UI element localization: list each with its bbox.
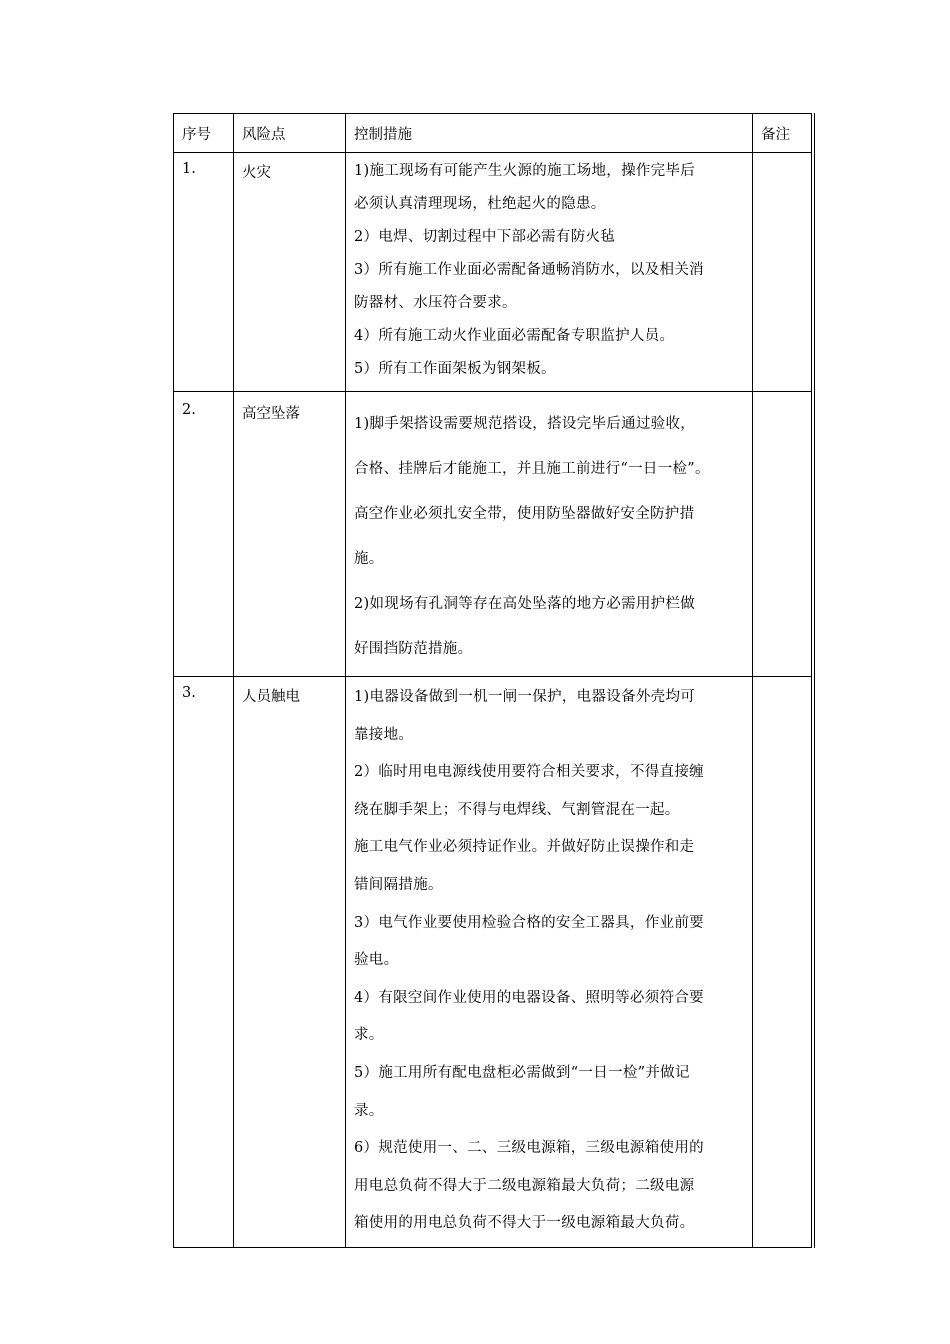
measure-line: 好围挡防范措施。 (354, 641, 473, 657)
header-note: 备注 (753, 114, 813, 153)
table-header-row (174, 114, 813, 153)
row-note (753, 153, 813, 392)
table-row (174, 392, 813, 677)
measure-line: 1)电器设备做到一机一闸一保护，电器设备外壳均可 (354, 689, 696, 705)
measure-line: 验电。 (354, 952, 399, 969)
row-number: 3. (174, 677, 234, 1248)
row-note (753, 392, 813, 677)
measure-line: 2)如现场有孔洞等存在高处坠落的地方必需用护栏做 (354, 596, 696, 612)
row-risk: 火灾 (234, 153, 346, 392)
measure-line: 4）所有施工动火作业面必需配备专职监护人员。 (354, 328, 675, 344)
measure-line: 2）临时用电电源线使用要符合相关要求，不得直接缠 (354, 764, 704, 781)
measure-line: 求。 (354, 1027, 384, 1044)
row-control-measures (346, 392, 753, 677)
measure-line: 用电总负荷不得大于二级电源箱最大负荷；二级电源 (354, 1177, 695, 1194)
measure-line: 4）有限空间作业使用的电器设备、照明等必须符合要 (354, 989, 704, 1006)
measure-line: 错间隔措施。 (354, 876, 443, 893)
measure-line: 5）所有工作面架板为钢架板。 (354, 361, 556, 377)
row-number: 2. (174, 392, 234, 677)
measure-line: 5）施工用所有配电盘柜必需做到“一日一检”并做记 (354, 1064, 690, 1081)
measure-line: 1)脚手架搭设需要规范搭设，搭设完毕后通过验收， (354, 416, 696, 432)
measure-line: 3）所有施工作业面必需配备通畅消防水，以及相关消 (354, 262, 704, 278)
measure-line: 1)施工现场有可能产生火源的施工场地，操作完毕后 (354, 163, 696, 179)
row-note (753, 677, 813, 1248)
row-control-measures (346, 153, 753, 392)
measure-line: 合格、挂牌后才能施工，并且施工前进行“一日一检”。 (354, 461, 710, 477)
measure-line: 高空作业必须扎安全带，使用防坠器做好安全防护措 (354, 506, 695, 522)
table-row (174, 677, 813, 1248)
header-control: 控制措施 (346, 114, 753, 153)
measure-line: 绕在脚手架上；不得与电焊线、气割管混在一起。 (354, 801, 680, 818)
row-control-measures (346, 677, 753, 1248)
measure-line: 施工电气作业必须持证作业。并做好防止误操作和走 (354, 839, 695, 856)
header-risk: 风险点 (234, 114, 346, 153)
row-risk: 人员触电 (234, 677, 346, 1248)
row-number: 1. (174, 153, 234, 392)
measure-line: 6）规范使用一、二、三级电源箱，三级电源箱使用的 (354, 1140, 704, 1157)
risk-control-table (173, 113, 815, 1248)
measure-line: 录。 (354, 1102, 384, 1119)
measure-line: 必须认真清理现场，杜绝起火的隐患。 (354, 196, 606, 212)
row-risk: 高空坠落 (234, 392, 346, 677)
header-no: 序号 (174, 114, 234, 153)
measure-line: 靠接地。 (354, 726, 414, 743)
measure-line: 箱使用的用电总负荷不得大于一级电源箱最大负荷。 (354, 1215, 695, 1232)
measure-line: 3）电气作业要使用检验合格的安全工器具，作业前要 (354, 914, 704, 931)
table-row (174, 153, 813, 392)
measure-line: 施。 (354, 551, 384, 567)
measure-line: 2）电焊、切割过程中下部必需有防火毡 (354, 229, 616, 245)
measure-line: 防器材、水压符合要求。 (354, 295, 517, 311)
